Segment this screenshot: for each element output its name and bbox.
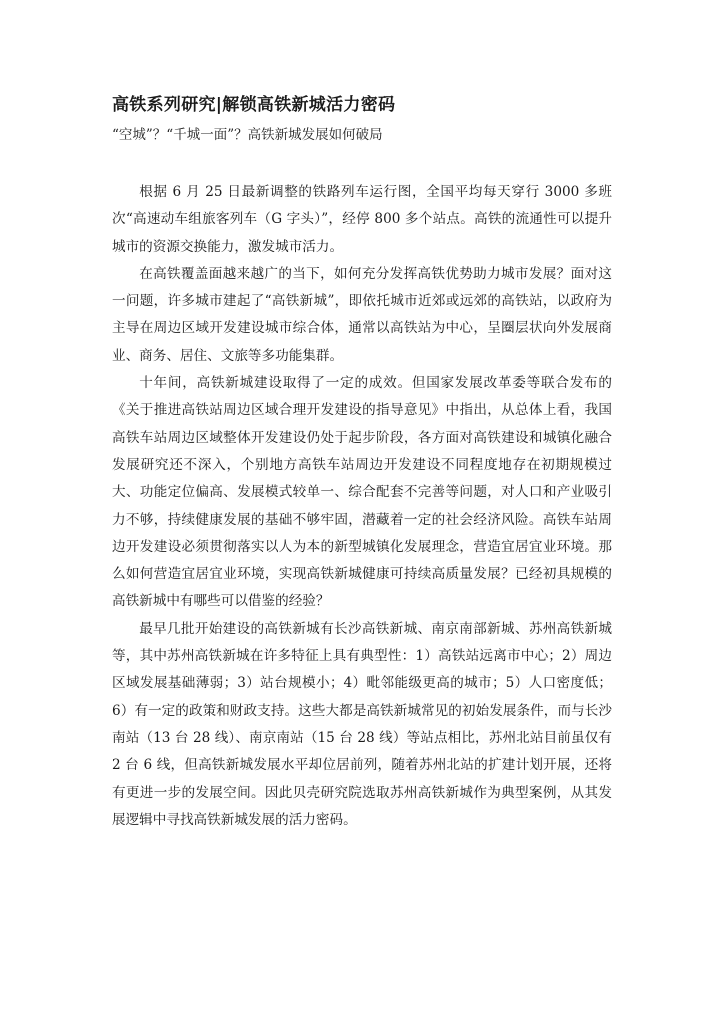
paragraph: 在高铁覆盖面越来越广的当下，如何充分发挥高铁优势助力城市发展？面对这一问题，许多城市建起了“高铁新城”，即依托城市近郊或远郊的高铁站，以政府为主导在周边区域开发建设城市综合体，通常以高铁站为中心，呈圈层状向外发展商业、商务、居住、文旅等多功能集群。 — [112, 265, 612, 364]
paragraph: 根据 6 月 25 日最新调整的铁路列车运行图，全国平均每天穿行 3000 多班次“高速动车组旅客列车（G 字头）”，经停 800 多个站点。高铁的流通性可以提升城市的资源交换能力，激发城市活力。 — [112, 184, 612, 255]
paragraph: 十年间，高铁新城建设取得了一定的成效。但国家发展改革委等联合发布的《关于推进高铁站周边区域合理开发建设的指导意见》中指出，从总体上看，我国高铁车站周边区域整体开发建设仍处于起步阶段，各方面对高铁建设和城镇化融合发展研究还不深入，个别地方高铁车站周边开发建设不同程度地存在初期规模过大、功能定位偏高、发展模式较单一、综合配套不完善等问题，对人口和产业吸引力不够，持续健康发展的基础不够牢固，潜藏着一定的社会经济风险。高铁车站周边开发建设必须贯彻落实以人为本的新型城镇化发展理念，营造宜居宜业环境。那么如何营造宜居宜业环境，实现高铁新城健康可持续高质量发展？已经初具规模的高铁新城中有哪些可以借鉴的经验？ — [112, 375, 612, 610]
document-title: 高铁系列研究|解锁高铁新城活力密码 — [112, 95, 396, 115]
document-subtitle: “空城”？“千城一面”？高铁新城发展如何破局 — [112, 127, 383, 143]
document-page — [112, 92, 612, 834]
document-body — [112, 179, 612, 834]
paragraph: 最早几批开始建设的高铁新城有长沙高铁新城、南京南部新城、苏州高铁新城等，其中苏州高铁新城在许多特征上具有典型性：1）高铁站远离市中心；2）周边区域发展基础薄弱；3）站台规模小；4）毗邻能级更高的城市；5）人口密度低；6）有一定的政策和财政支持。这些大都是高铁新城常见的初始发展条件，而与长沙南站（13 台 28 线）、南京南站（15 台 28 线）等站点相比，苏州北站目前虽仅有 2 台 6 线，但高铁新城发展水平却位居前列，随着苏州北站的扩建计划开展，还将有更进一步的发展空间。因此贝壳研究院选取苏州高铁新城作为典型案例，从其发展逻辑中寻找高铁新城发展的活力密码。 — [112, 620, 612, 828]
